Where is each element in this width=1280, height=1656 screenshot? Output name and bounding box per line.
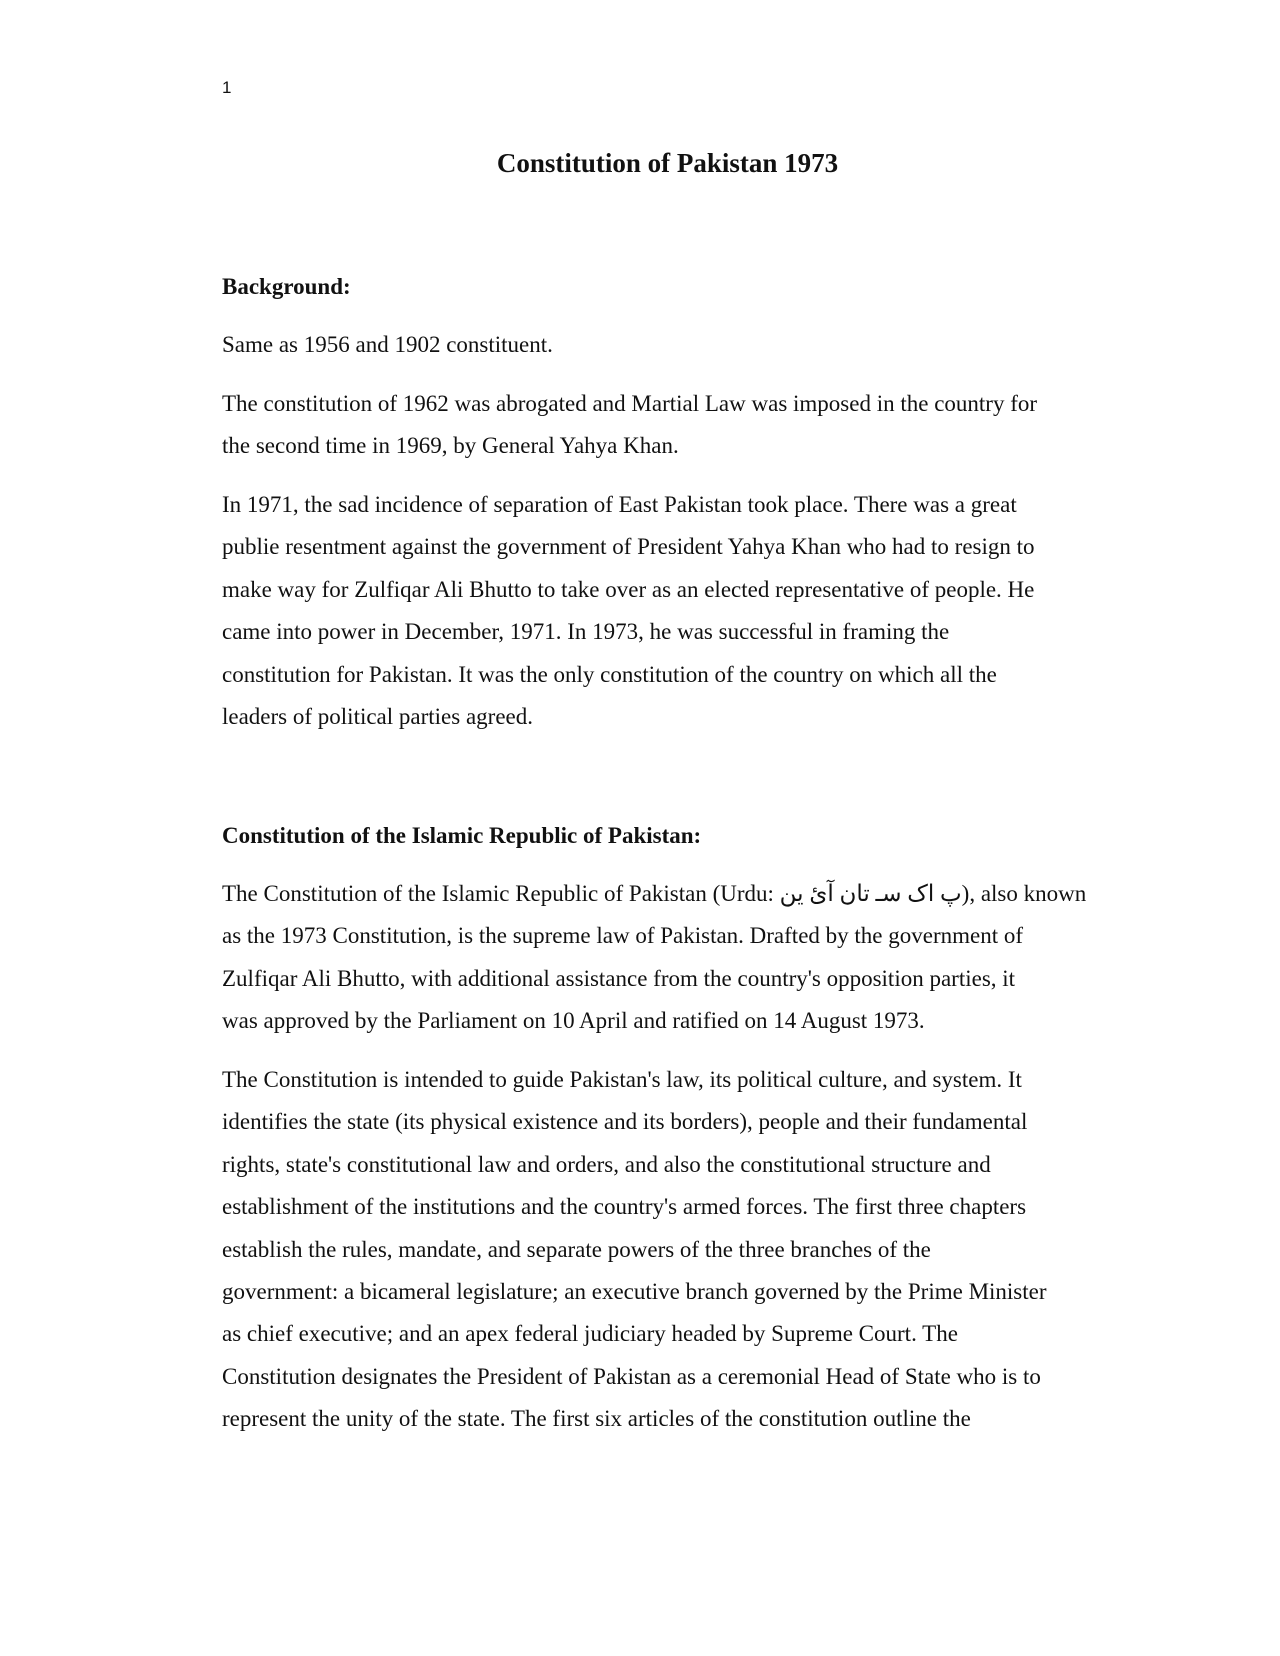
text-line: the second time in 1969, by General Yahya Khan. bbox=[222, 433, 679, 459]
text-line: establishment of the institutions and the country's armed forces. The first three chapters bbox=[222, 1194, 1027, 1220]
text-line: government: a bicameral legislature; an executive branch governed by the Prime Minister bbox=[222, 1279, 1047, 1305]
section-heading-constitution: Constitution of the Islamic Republic of Pakistan: bbox=[222, 823, 702, 848]
text-line: Constitution designates the President of Pakistan as a ceremonial Head of State who is to bbox=[222, 1363, 1041, 1389]
paragraph bbox=[222, 383, 1037, 468]
text-line: constitution for Pakistan. It was the only constitution of the country on which all the bbox=[222, 661, 997, 687]
text-line: rights, state's constitutional law and orders, and also the constitutional structure and bbox=[222, 1151, 991, 1177]
page-number: 1 bbox=[222, 78, 232, 97]
text-line: The constitution of 1962 was abrogated and Martial Law was imposed in the country for bbox=[222, 391, 1038, 416]
text-line: as the 1973 Constitution, is the supreme law of Pakistan. Drafted by the government of bbox=[222, 923, 1024, 949]
text-line: The Constitution of the Islamic Republic of Pakistan (Urdu: پ اک سـ تان آئ ین), also known bbox=[222, 881, 1087, 906]
text-line: publie resentment against the government of President Yahya Khan who had to resign to bbox=[222, 534, 1035, 560]
text-line: make way for Zulfiqar Ali Bhutto to take over as an elected representative of people. He bbox=[222, 576, 1035, 602]
text-line: identifies the state (its physical existence and its borders), people and their fundamental bbox=[222, 1109, 1028, 1135]
text-line: establish the rules, mandate, and separate powers of the three branches of the bbox=[222, 1236, 931, 1262]
text-line: was approved by the Parliament on 10 April and ratified on 14 August 1973. bbox=[222, 1008, 925, 1034]
text-line: In 1971, the sad incidence of separation of East Pakistan took place. There was a great bbox=[222, 492, 1017, 517]
text-line: as chief executive; and an apex federal judiciary headed by Supreme Court. The bbox=[222, 1321, 958, 1347]
text-line: leaders of political parties agreed. bbox=[222, 704, 533, 730]
text-line: Same as 1956 and 1902 constituent. bbox=[222, 332, 553, 357]
text-line: The Constitution is intended to guide Pakistan's law, its political culture, and system. It bbox=[222, 1067, 1022, 1092]
text-line: came into power in December, 1971. In 1973, he was successful in framing the bbox=[222, 619, 950, 645]
text-line: represent the unity of the state. The first six articles of the constitution outline the bbox=[222, 1406, 971, 1432]
document-title: Constitution of Pakistan 1973 bbox=[496, 148, 839, 178]
paragraph bbox=[222, 484, 1035, 738]
paragraph bbox=[222, 1059, 1047, 1441]
text-line: Zulfiqar Ali Bhutto, with additional assistance from the country's opposition parties, it bbox=[222, 965, 1016, 991]
paragraph bbox=[222, 873, 1086, 1043]
paragraph bbox=[222, 324, 553, 366]
section-heading-background: Background: bbox=[222, 274, 351, 299]
